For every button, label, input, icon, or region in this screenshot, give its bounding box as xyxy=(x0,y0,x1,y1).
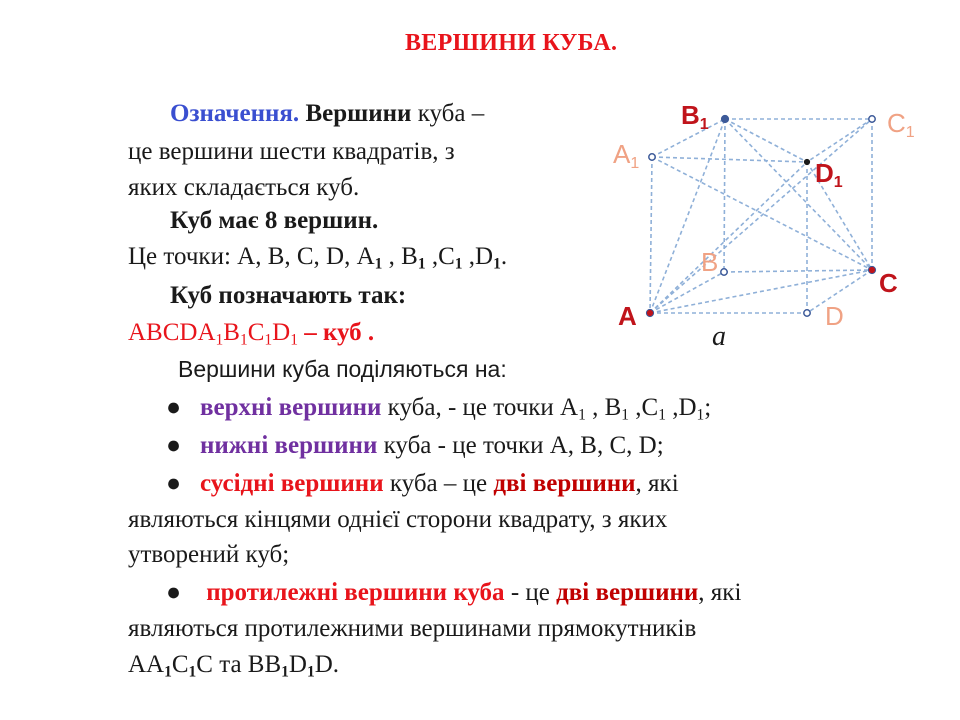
notation-s4: 1 xyxy=(290,331,298,349)
label-c1: C1 xyxy=(887,108,915,141)
bullet-3-marker: ● xyxy=(166,470,182,497)
edge-b-c xyxy=(724,270,872,272)
bullet-4-l3e: D. xyxy=(314,651,340,678)
bullet-4-l3a: АА xyxy=(128,651,165,678)
bullet-3-line-3: утворений куб; xyxy=(128,541,290,568)
points-sep3: ,D xyxy=(462,243,494,270)
points-a-sub: 1 xyxy=(374,255,383,273)
bullet-4-mid: - це xyxy=(504,579,557,606)
edge-length-label: a xyxy=(712,321,726,352)
definition-line-1-rest: куба – xyxy=(411,100,485,127)
notation-p1: ABCDA xyxy=(128,319,216,346)
bullet-1-r3: ,С xyxy=(629,394,659,421)
notation-s2: 1 xyxy=(239,331,248,349)
label-a: A xyxy=(618,301,637,331)
bullet-1-term: верхні вершини xyxy=(200,394,382,421)
bullet-1-s3: 1 xyxy=(658,406,666,424)
bullet-1-r5: ; xyxy=(704,394,712,421)
divided-heading: Вершини куба поділяються на: xyxy=(178,356,507,382)
label-c: C xyxy=(879,268,898,298)
edge-a1-d1 xyxy=(652,157,807,162)
bullet-1-marker: ● xyxy=(166,394,182,421)
diagonal-a-d1 xyxy=(650,162,807,313)
bullet-3-line-2: являються кінцями однієї сторони квадрату, з яких xyxy=(128,506,668,533)
definition-bold-word: Вершини xyxy=(305,100,412,127)
bullet-3-mid: куба – це xyxy=(383,470,494,497)
points-list xyxy=(128,242,507,272)
bullet-1-r4: ,D xyxy=(665,394,697,421)
bullet-4-line-2: являються протилежними вершинами прямокутників xyxy=(128,615,697,642)
bullet-4-line-3 xyxy=(128,650,339,680)
diagonal-a-b1 xyxy=(650,119,725,313)
bullet-4-term: протилежні вершини куба xyxy=(200,579,505,606)
bullet-4-l3c: С та ВВ xyxy=(196,651,282,678)
diagonal-b1-c xyxy=(725,119,872,270)
definition-term: Означення. xyxy=(170,100,300,127)
bullet-4-marker: ● xyxy=(166,579,182,606)
point-c1 xyxy=(869,116,875,122)
points-sep1: , В xyxy=(382,243,418,270)
bullet-opposite-vertices xyxy=(166,578,741,608)
bullet-1-s4: 1 xyxy=(696,406,705,424)
points-b-sub: 1 xyxy=(417,255,426,273)
point-d xyxy=(804,310,810,316)
notation-p4: D xyxy=(272,319,291,346)
page-title: ВЕРШИНИ КУБА. xyxy=(405,30,618,56)
bullet-4-l3s1: 1 xyxy=(164,663,172,681)
bullet-1-s1: 1 xyxy=(578,406,586,424)
bullet-4-term2: дві вершини xyxy=(556,579,699,606)
edge-b1-b xyxy=(724,119,725,272)
notation xyxy=(128,318,374,348)
points-suffix: . xyxy=(500,243,508,270)
edge-c1-d1 xyxy=(807,119,872,162)
points-c-sub: 1 xyxy=(454,255,463,273)
bullet-4-l3s2: 1 xyxy=(188,663,197,681)
notation-s3: 1 xyxy=(264,331,273,349)
point-a xyxy=(646,309,653,316)
definition-line-3: яких складається куб. xyxy=(128,174,360,201)
diagonal-b1-d1 xyxy=(725,119,807,162)
edge-a1-a xyxy=(650,157,652,313)
bullet-4-rest: , які xyxy=(698,579,742,606)
point-a1 xyxy=(649,154,655,160)
bullet-2-term: нижні вершини xyxy=(200,432,378,459)
definition-line-2: це вершини шести квадратів, з xyxy=(128,138,455,165)
bullet-1-rest: куба, - це точки А xyxy=(381,394,579,421)
bullet-3-rest: , які xyxy=(635,470,679,497)
point-b1 xyxy=(721,115,728,122)
definition-line-1 xyxy=(170,99,484,129)
label-d1: D1 xyxy=(815,158,843,191)
bullet-3-term: сусідні вершини xyxy=(200,470,384,497)
point-b xyxy=(721,269,727,275)
vertex-count: Куб має 8 вершин. xyxy=(170,207,379,234)
bullet-1-r2: , В xyxy=(585,394,622,421)
bullet-4-l3b: С xyxy=(171,651,189,678)
label-d: D xyxy=(825,301,844,331)
bullet-4-l3s4: 1 xyxy=(306,663,315,681)
bullet-2-marker: ● xyxy=(166,432,182,459)
notation-tail: – куб . xyxy=(297,319,375,346)
cube-edges xyxy=(650,119,872,313)
point-d1 xyxy=(803,158,810,165)
bullet-adjacent-vertices xyxy=(166,469,679,499)
diagonal-a-c1 xyxy=(650,119,872,313)
point-c xyxy=(868,266,875,273)
notation-s1: 1 xyxy=(215,331,224,349)
bullet-bottom-vertices xyxy=(166,431,664,461)
points-prefix: Це точки: А, В, С, D, А xyxy=(128,243,375,270)
cube-diagram xyxy=(600,92,950,362)
notation-heading: Куб позначають так: xyxy=(170,282,407,309)
bullet-4-l3d: D xyxy=(288,651,307,678)
label-b1: B1 xyxy=(681,100,709,133)
bullet-2-rest: куба - це точки А, В, С, D; xyxy=(377,432,664,459)
notation-p3: C xyxy=(247,319,265,346)
bullet-3-term2: дві вершини xyxy=(493,470,636,497)
points-d-sub: 1 xyxy=(493,255,501,273)
bullet-4-l3s3: 1 xyxy=(281,663,289,681)
points-sep2: ,С xyxy=(425,243,455,270)
bullet-top-vertices xyxy=(166,393,711,423)
label-b: B xyxy=(701,247,719,277)
label-a1: A1 xyxy=(613,139,640,172)
notation-p2: B xyxy=(223,319,240,346)
bullet-1-s2: 1 xyxy=(621,406,630,424)
